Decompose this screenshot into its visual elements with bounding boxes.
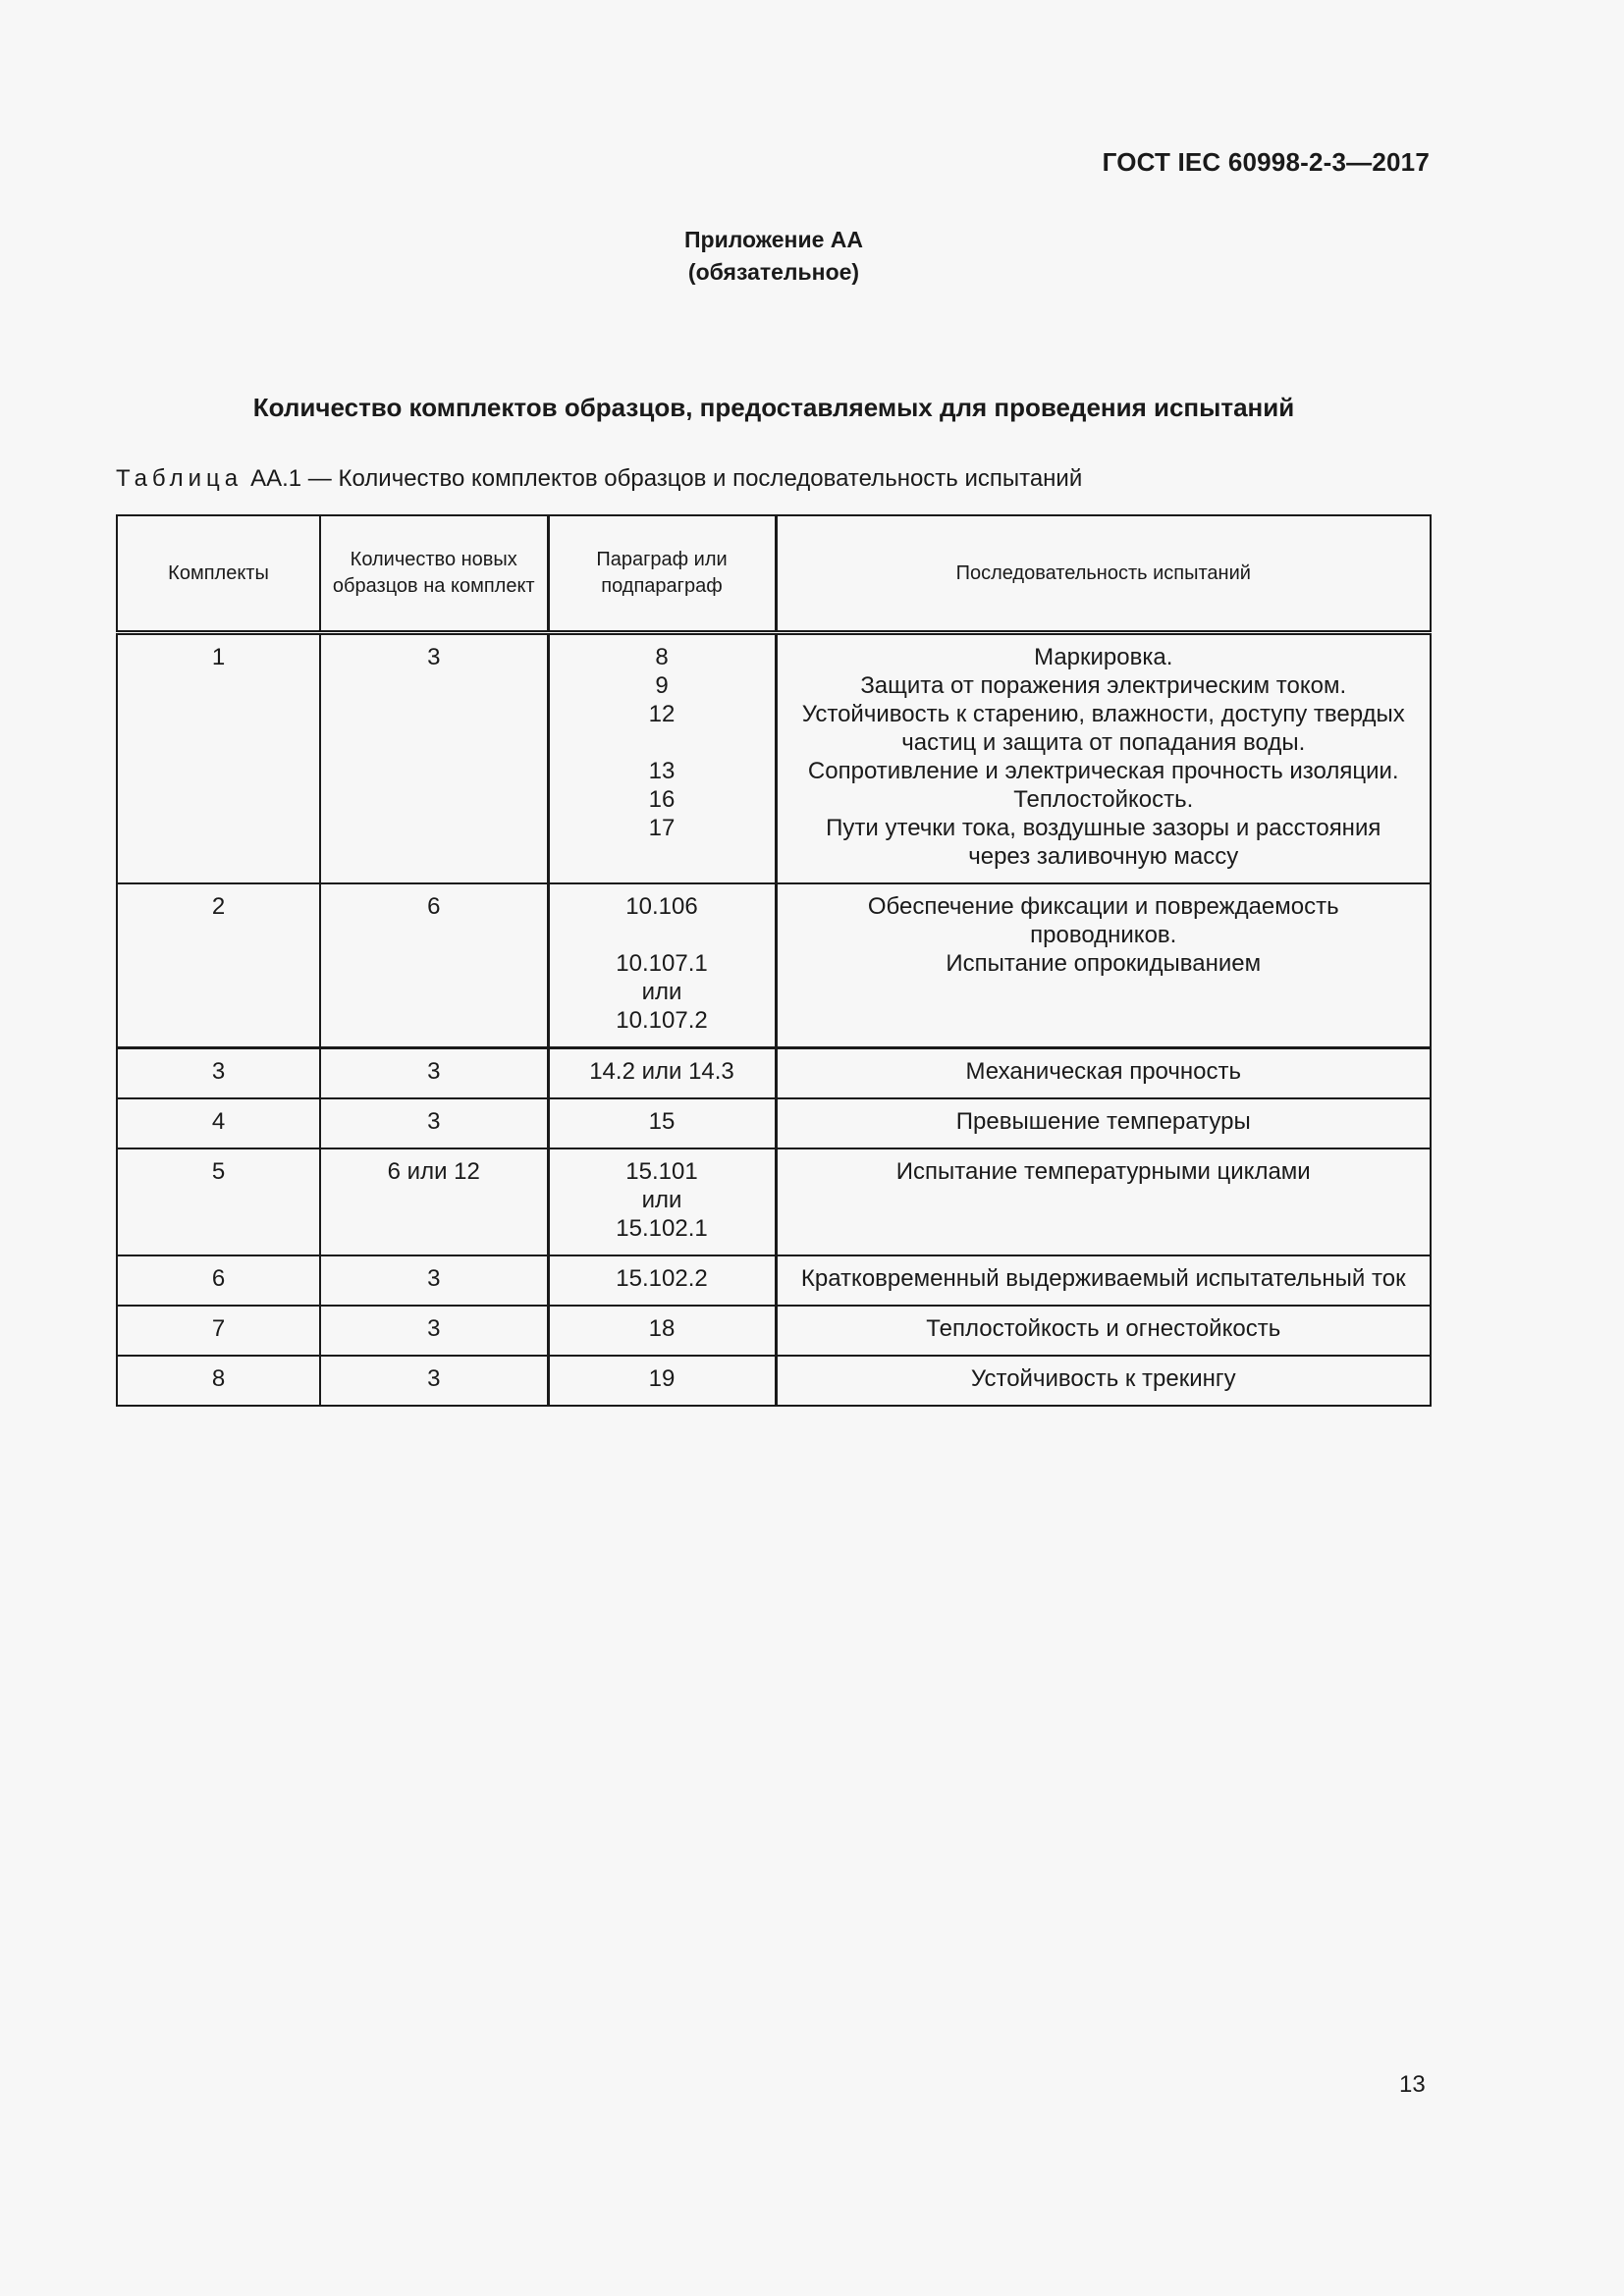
cell-line: 10.106 xyxy=(625,893,698,920)
table-row xyxy=(117,1255,1431,1306)
header-line: комплект xyxy=(450,575,535,597)
cell-line: 8 xyxy=(655,644,669,670)
cell-line: 9 xyxy=(655,672,669,699)
cell-line: 2 xyxy=(211,893,226,920)
cell-set xyxy=(117,1148,320,1255)
table-body xyxy=(117,633,1431,1407)
header-line: Количество новых xyxy=(350,549,517,570)
samples-table xyxy=(116,514,1432,1407)
header-line: Последовательность испытаний xyxy=(955,561,1251,584)
cell-line: Защита от поражения электрическим током. xyxy=(860,672,1347,699)
header-paragraph xyxy=(548,515,776,633)
cell-line: 15.102.1 xyxy=(616,1215,708,1242)
cell-line xyxy=(556,728,769,757)
table-caption-label: Таблица xyxy=(116,465,244,492)
cell-line: 10.107.1 xyxy=(616,950,708,977)
cell-line: 5 xyxy=(211,1158,226,1185)
header-line: подпараграф xyxy=(601,575,723,597)
cell-line: частиц и защита от попадания воды. xyxy=(901,729,1306,756)
cell-test-sequence xyxy=(776,1098,1431,1148)
cell-sample-count xyxy=(320,1255,548,1306)
cell-line: или xyxy=(641,1187,682,1213)
cell-paragraph xyxy=(548,883,776,1048)
cell-line: проводников. xyxy=(1030,922,1177,948)
cell-set xyxy=(117,883,320,1048)
cell-line: Теплостойкость. xyxy=(1013,786,1194,813)
cell-line: через заливочную массу xyxy=(968,843,1239,870)
table-row xyxy=(117,1098,1431,1148)
cell-sample-count xyxy=(320,1306,548,1356)
cell-line: 15 xyxy=(648,1108,676,1135)
header-line: Комплекты xyxy=(168,561,269,584)
header-sets xyxy=(117,515,320,633)
header-line: Параграф или xyxy=(596,549,728,570)
cell-line: Кратковременный выдерживаемый испытательный ток xyxy=(800,1265,1406,1292)
cell-line: 10.107.2 xyxy=(616,1007,708,1034)
table-caption-text: АА.1 — Количество комплектов образцов и последовательность испытаний xyxy=(250,465,1083,492)
cell-test-sequence xyxy=(776,1148,1431,1255)
cell-line: 19 xyxy=(648,1365,676,1392)
cell-set xyxy=(117,633,320,884)
header-test-sequence xyxy=(776,515,1431,633)
cell-line: 4 xyxy=(211,1108,226,1135)
cell-test-sequence xyxy=(776,633,1431,884)
cell-test-sequence xyxy=(776,1356,1431,1406)
cell-line: или xyxy=(641,979,682,1005)
cell-line: 3 xyxy=(427,1058,441,1085)
cell-sample-count xyxy=(320,1356,548,1406)
header-sample-count xyxy=(320,515,548,633)
cell-line: 6 xyxy=(211,1265,226,1292)
cell-line: 3 xyxy=(427,1108,441,1135)
cell-set xyxy=(117,1048,320,1099)
cell-line: 7 xyxy=(211,1315,226,1342)
cell-line: 14.2 или 14.3 xyxy=(589,1058,734,1085)
cell-paragraph xyxy=(548,1148,776,1255)
cell-set xyxy=(117,1306,320,1356)
cell-sample-count xyxy=(320,633,548,884)
cell-sample-count xyxy=(320,1148,548,1255)
cell-line: 17 xyxy=(648,815,676,841)
cell-line: 3 xyxy=(427,644,441,670)
cell-set xyxy=(117,1098,320,1148)
cell-line: 3 xyxy=(211,1058,226,1085)
cell-line: Теплостойкость и огнестойкость xyxy=(926,1315,1281,1342)
cell-line: 16 xyxy=(648,786,676,813)
cell-line: Испытание температурными циклами xyxy=(895,1158,1311,1185)
cell-test-sequence xyxy=(776,1306,1431,1356)
cell-line: Устойчивость к старению, влажности, доступу твердых xyxy=(801,701,1405,727)
cell-sample-count xyxy=(320,1098,548,1148)
cell-line: Механическая прочность xyxy=(965,1058,1241,1085)
cell-set xyxy=(117,1255,320,1306)
table-row xyxy=(117,1148,1431,1255)
cell-sample-count xyxy=(320,1048,548,1099)
cell-line: Устойчивость к трекингу xyxy=(970,1365,1236,1392)
cell-line: 18 xyxy=(648,1315,676,1342)
cell-line xyxy=(556,921,769,949)
cell-paragraph xyxy=(548,633,776,884)
cell-line: Пути утечки тока, воздушные зазоры и расстояния xyxy=(826,815,1381,841)
cell-paragraph xyxy=(548,1048,776,1099)
cell-paragraph xyxy=(548,1098,776,1148)
cell-line: Обеспечение фиксации и повреждаемость xyxy=(867,893,1339,920)
cell-line: 6 или 12 xyxy=(387,1158,480,1185)
cell-line: 3 xyxy=(427,1315,441,1342)
appendix-title: Приложение АА xyxy=(683,227,863,252)
cell-test-sequence xyxy=(776,1255,1431,1306)
table-header-row xyxy=(117,515,1431,633)
document-code: ГОСТ IEC 60998-2-3—2017 xyxy=(1102,147,1430,177)
cell-set xyxy=(117,1356,320,1406)
table-row xyxy=(117,1356,1431,1406)
cell-line: 1 xyxy=(211,644,226,670)
cell-sample-count xyxy=(320,883,548,1048)
cell-paragraph xyxy=(548,1255,776,1306)
cell-paragraph xyxy=(548,1306,776,1356)
table-caption xyxy=(116,465,1082,493)
cell-line: 13 xyxy=(648,758,676,784)
section-title: Количество комплектов образцов, предоставляемых для проведения испытаний xyxy=(252,393,1295,422)
appendix-heading xyxy=(0,224,1547,289)
cell-line: Испытание опрокидыванием xyxy=(946,950,1262,977)
cell-test-sequence xyxy=(776,883,1431,1048)
table-row xyxy=(117,1048,1431,1099)
page-number: 13 xyxy=(1399,2071,1426,2098)
table-row xyxy=(117,633,1431,884)
cell-line: Маркировка. xyxy=(1034,644,1173,670)
cell-line: 12 xyxy=(648,701,676,727)
cell-line: 8 xyxy=(211,1365,226,1392)
cell-line: Сопротивление и электрическая прочность изоляции. xyxy=(807,758,1399,784)
cell-line: Превышение температуры xyxy=(955,1108,1251,1135)
appendix-status: (обязательное) xyxy=(687,259,860,285)
cell-line: 3 xyxy=(427,1265,441,1292)
table-row xyxy=(117,1306,1431,1356)
cell-line: 15.102.2 xyxy=(616,1265,708,1292)
cell-paragraph xyxy=(548,1356,776,1406)
cell-line: 15.101 xyxy=(625,1158,698,1185)
table-row xyxy=(117,883,1431,1048)
cell-line: 6 xyxy=(427,893,441,920)
header-line: образцов на xyxy=(332,575,446,597)
cell-test-sequence xyxy=(776,1048,1431,1099)
cell-line: 3 xyxy=(427,1365,441,1392)
